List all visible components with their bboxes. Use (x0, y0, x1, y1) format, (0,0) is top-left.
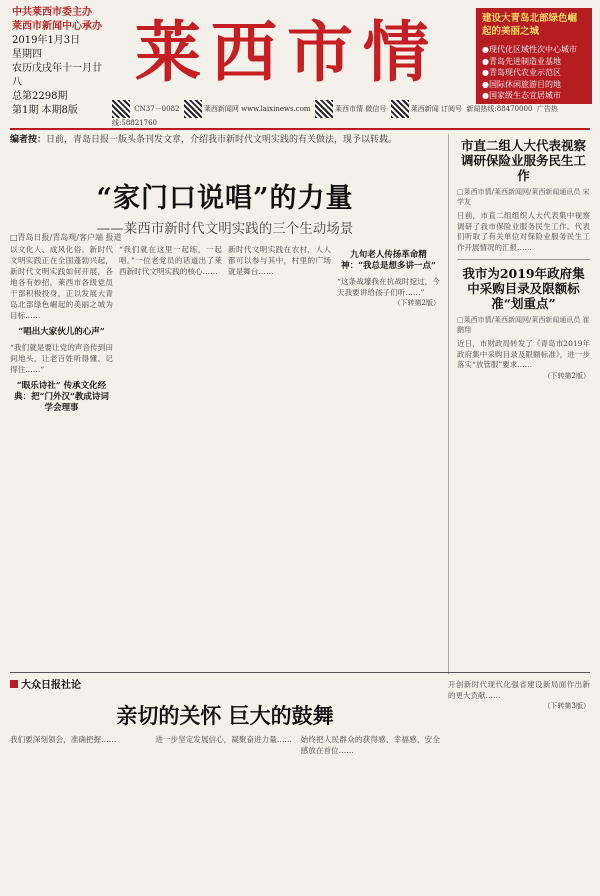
article-column (337, 244, 440, 664)
continued-note: （下转第2版） (393, 299, 440, 307)
qr-code-icon (391, 100, 409, 118)
app-name-3: 莱西新闻 订阅号 (410, 105, 462, 113)
ad-number: 58821760 (121, 119, 157, 127)
masthead-info-strip (112, 100, 592, 127)
issue-number: 第1期 (12, 105, 39, 116)
editor-note-label: 编者按： (10, 135, 47, 145)
masthead-meta (12, 6, 102, 118)
section-tag-label: 大众日报社论 (21, 680, 81, 691)
editor-note (10, 134, 440, 170)
lunar-date: 农历戊戌年十一月廿八 (12, 63, 102, 88)
continued-note: （下转第2版） (543, 371, 590, 380)
editorial-title: 亲切的关怀 巨大的鼓舞 (116, 703, 334, 728)
article-column (119, 244, 222, 664)
goal-item: ●现代化区域性次中心城市 (482, 45, 577, 54)
right-headline-2: 我市为2019年政府集中采购目录及限额标准“划重点” (462, 266, 585, 311)
article-subhead: “唱出大家伙儿的心声” (18, 327, 105, 337)
goals-list (482, 44, 586, 102)
right-source-1: □莱西市情/莱西新闻网/莱西新闻通讯员 宋学友 (457, 188, 590, 206)
qr-code-icon (315, 100, 333, 118)
section-divider (10, 672, 590, 673)
article-column (228, 244, 331, 664)
section-tag (10, 676, 81, 691)
article-paragraph: “这条战壕我在抗战时挖过，今天我要讲给孩子们听……” (337, 277, 440, 297)
publisher-line-1: 中共莱西市委主办 (12, 7, 92, 18)
article-paragraph: 以文化人、成风化俗。新时代文明实践正在全国蓬勃兴起，新时代文明实践如何开展，各地各有妙招。莱西市各级党员干部积极投身，正以发展大青岛北部绿色崛起的美丽之城为目标…… (10, 245, 113, 320)
right-headline-1: 市直二组人大代表视察调研保险业服务民生工作 (460, 138, 586, 183)
weekday: 星期四 (12, 49, 42, 60)
app-name-2: 莱西市情 微信号 (335, 105, 387, 113)
article-subhead: 九旬老人传扬革命精神：“我总是想多讲一点” (341, 250, 436, 271)
right-source-2: □莱西市情/莱西新闻网/莱西新闻通讯员 崔鹏翔 (457, 316, 590, 334)
hotline-number: 88470000 (496, 105, 533, 113)
site-url: www.laixinews.com (241, 105, 311, 113)
publisher-line-2: 莱西市新闻中心承办 (12, 21, 102, 32)
ad-label: 广告热线: (112, 105, 558, 127)
slogan-panel (476, 8, 592, 104)
column-divider (457, 259, 590, 260)
goal-item: ●青岛现代农业示范区 (482, 68, 561, 77)
article-paragraph: 开创新时代现代化强省建设新局面作出新的更大贡献…… (448, 680, 590, 700)
continued-note: （下转第3版） (543, 702, 590, 710)
issue-total: 总第2298期 (12, 91, 68, 102)
article-column: 进一步坚定发展信心，凝聚奋进力量…… (155, 735, 293, 744)
article-column (10, 244, 113, 664)
masthead (0, 0, 600, 130)
main-article-body (10, 244, 440, 664)
article-column: 始终把人民群众的获得感、幸福感、安全感放在首位…… (300, 735, 440, 755)
goal-item: ●国家级生态宜居城市 (482, 91, 561, 100)
newspaper-title: 莱西市情 (135, 13, 439, 91)
goal-item: ●青岛先进制造业基地 (482, 56, 561, 66)
square-icon (10, 680, 18, 688)
editor-note-text: 日前，青岛日报一版头条刊发文章，介绍我市新时代文明实践的有关做法，现予以转载。 (46, 135, 398, 145)
article-paragraph: “我们就在这里一起练，一起唱。”一位老党员的话道出了莱西新时代文明实践的核心…… (119, 245, 222, 276)
editorial-body (10, 734, 440, 884)
article-column: 我们要深刻领会，准确把握…… (10, 735, 117, 744)
goal-item: ●国际休闲旅游目的地 (482, 79, 561, 89)
qr-code-icon (112, 100, 130, 118)
right-news-column (448, 134, 590, 674)
issue-date: 2019年1月3日 (12, 35, 81, 46)
article-paragraph: “我们就是要让党的声音传到田间地头，让老百姓听得懂、记得住……” (10, 343, 113, 374)
article-subhead: “眼乐诗社” 传承文化经典：把“门外汉”教成诗词学会理事 (14, 381, 109, 413)
app-logo-icon (184, 100, 202, 118)
app-name-1: 莱西新闻网 (203, 105, 239, 113)
main-title: “家门口说唱”的力量 (96, 183, 354, 214)
cn-number: CN37－0082 (134, 105, 180, 113)
hotline-label: 新闻热线: (466, 105, 497, 113)
page-count: 本期8版 (41, 105, 78, 116)
masthead-rule (10, 128, 590, 130)
main-subtitle: ——莱西市新时代文明实践的三个生动场景 (96, 221, 354, 237)
right-body-2: 近日，市财政局转发了《青岛市2019年政府集中采购目录及限额标准》，进一步落实“放管服”要求…… (457, 339, 590, 369)
main-headline (10, 176, 440, 237)
right-body-1: 日前，市直二组组织人大代表集中视察调研了我市保险业服务民生工作。代表们听取了有关单位对保险业服务民生工作开展情况的汇报…… (457, 211, 590, 252)
slogan-text: 建设大青岛北部绿色崛起的美丽之城 (482, 13, 578, 37)
article-paragraph: 新时代文明实践在农村，人人都可以参与其中，村里的广场就是舞台…… (228, 245, 331, 276)
main-byline: □青岛日报/青岛观/客户端 报道 (10, 233, 122, 242)
editorial-right-column (448, 680, 590, 886)
